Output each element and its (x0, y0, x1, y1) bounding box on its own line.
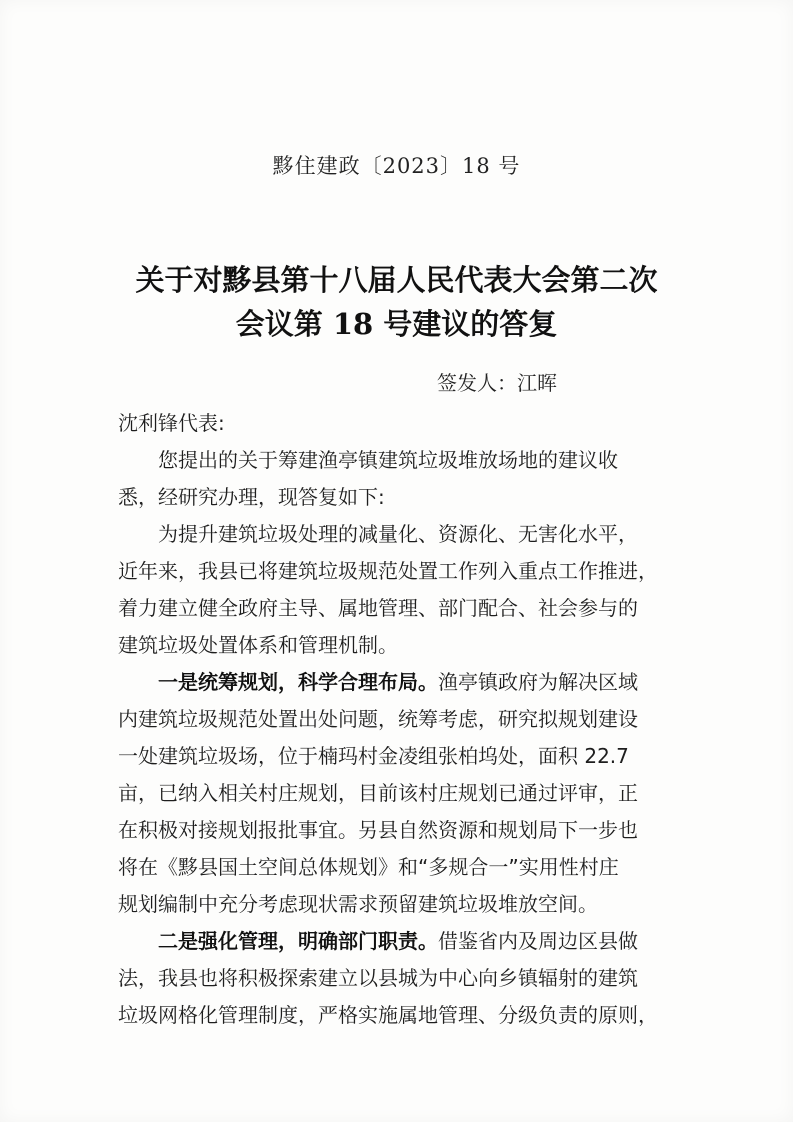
paragraph-line: 一处建筑垃圾场，位于楠玛村金凌组张柏坞处，面积 22.7 (118, 744, 629, 768)
paragraph-line: 建筑垃圾处置体系和管理机制。 (118, 633, 398, 657)
paragraph-line: 为提升建筑垃圾处理的减量化、资源化、无害化水平， (158, 522, 638, 546)
document-number: 黟住建政〔2023〕18 号 (272, 154, 521, 178)
paragraph-line: 悉，经研究办理，现答复如下: (118, 485, 385, 509)
paragraph-first-line (118, 923, 678, 960)
document-title (0, 258, 793, 346)
paragraph-first-line (118, 664, 678, 701)
section-heading: 一是统筹规划，科学合理布局。 (158, 670, 438, 694)
paragraph-text: 借鉴省内及周边区县做 (438, 929, 638, 953)
paragraph-line: 亩，已纳入相关村庄规划，目前该村庄规划已通过评审，正 (118, 781, 638, 805)
paragraph-line: 规划编制中充分考虑现状需求预留建筑垃圾堆放空间。 (118, 892, 598, 916)
paragraph-line: 在积极对接规划报批事宜。另县自然资源和规划局下一步也 (118, 818, 638, 842)
title-line-1: 关于对黟县第十八届人民代表大会第二次 (135, 263, 658, 297)
paragraph-text: 渔亭镇政府为解决区域 (438, 670, 638, 694)
paragraph-line: 近年来，我县已将建筑垃圾规范处置工作列入重点工作推进， (118, 559, 658, 583)
document-body (118, 405, 678, 1034)
salutation: 沈利锋代表: (118, 411, 225, 435)
paragraph-line: 内建筑垃圾规范处置出处问题，统筹考虑，研究拟规划建设 (118, 707, 638, 731)
paragraph-line: 您提出的关于筹建渔亭镇建筑垃圾堆放场地的建议收 (158, 448, 618, 472)
paragraph-line: 法，我县也将积极探索建立以县城为中心向乡镇辐射的建筑 (118, 966, 638, 990)
signer-line: 签发人：江晖 (437, 371, 557, 395)
section-heading: 二是强化管理，明确部门职责。 (158, 929, 438, 953)
paragraph-line: 着力建立健全政府主导、属地管理、部门配合、社会参与的 (118, 596, 638, 620)
paragraph-line: 垃圾网格化管理制度，严格实施属地管理、分级负责的原则， (118, 1003, 658, 1027)
title-line-2: 会议第 18 号建议的答复 (235, 307, 558, 341)
paragraph-line: 将在《黟县国土空间总体规划》和“多规合一”实用性村庄 (118, 855, 619, 879)
